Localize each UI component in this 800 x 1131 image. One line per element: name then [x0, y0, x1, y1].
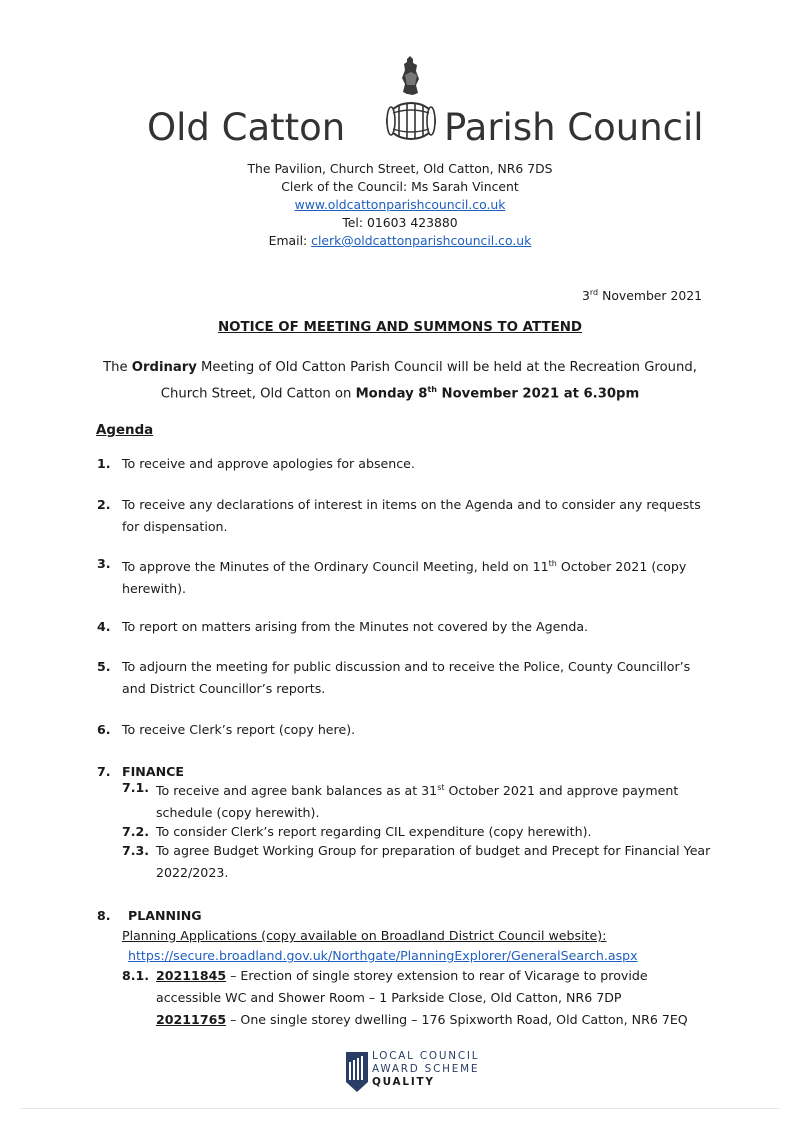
award-line-1: LOCAL COUNCIL — [372, 1050, 480, 1062]
award-line-3: QUALITY — [372, 1076, 435, 1088]
planning-apps-label: Planning Applications (copy available on Broadland District Council website): — [122, 928, 607, 943]
award-line-2: AWARD SCHEME — [372, 1063, 480, 1075]
council-name-right: Parish Council — [444, 106, 704, 149]
email-link[interactable]: clerk@oldcattonparishcouncil.co.uk — [311, 233, 532, 248]
application-id: 20211845 — [156, 968, 227, 983]
email-label: Email: — [268, 233, 312, 248]
quality-award-logo — [346, 1050, 496, 1098]
council-address: The Pavilion, Church Street, Old Catton, NR6 7DS — [247, 161, 553, 176]
application-id: 20211765 — [156, 1012, 227, 1027]
clerk-name: Clerk of the Council: Ms Sarah Vincent — [281, 179, 519, 194]
letter-date: 3rd November 2021 — [582, 288, 702, 304]
website-link[interactable]: www.oldcattonparishcouncil.co.uk — [294, 197, 506, 212]
meeting-intro: The Ordinary Meeting of Old Catton Parish Council will be held at the Recreation Ground, Church Street, Old Catton on Monday 8th November 2021 at 6.30pm — [103, 360, 697, 402]
crest-logo-icon — [383, 55, 439, 145]
notice-heading: NOTICE OF MEETING AND SUMMONS TO ATTEND — [217, 320, 583, 335]
council-name-left: Old Catton — [147, 106, 346, 149]
planning-url-link[interactable]: https://secure.broadland.gov.uk/Northgate/PlanningExplorer/GeneralSearch.aspx — [128, 948, 638, 963]
telephone: Tel: 01603 423880 — [342, 215, 458, 230]
agenda-heading: Agenda — [96, 423, 154, 438]
page-divider — [20, 1108, 780, 1109]
award-emblem-icon — [346, 1052, 368, 1092]
